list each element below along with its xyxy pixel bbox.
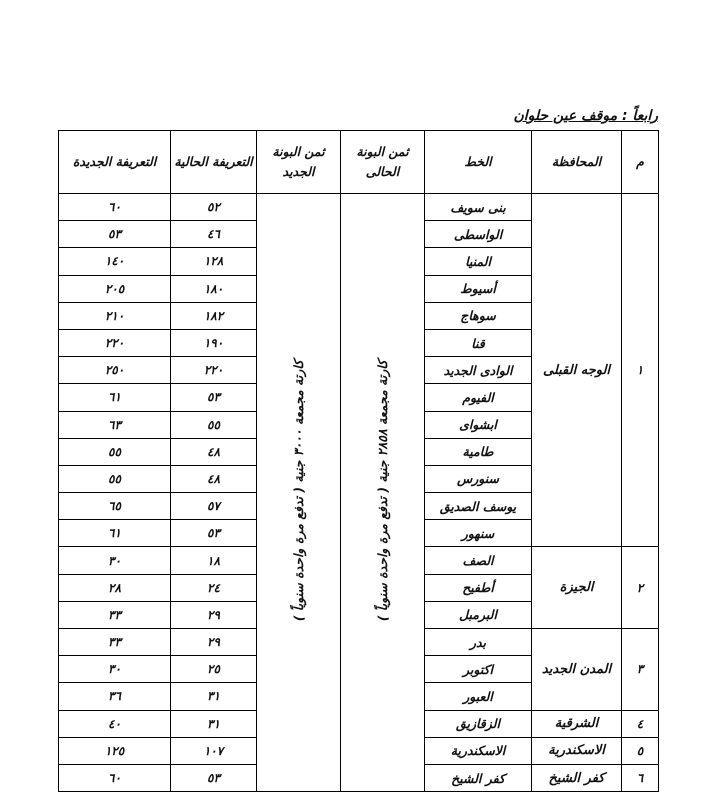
group-governorate: المدن الجديد: [532, 629, 622, 711]
line-cell: الواسطى: [425, 221, 532, 248]
line-cell: طامية: [425, 438, 532, 465]
line-cell: أطفيح: [425, 574, 532, 601]
current-fare-cell: ٥٢: [171, 194, 257, 221]
new-fare-cell: ٢٢٠: [59, 329, 171, 356]
header-new-pass: ثمن البونة الجديد: [257, 131, 341, 194]
current-fare-cell: ٢٢٠: [171, 357, 257, 384]
new-fare-cell: ٢٥٠: [59, 357, 171, 384]
new-fare-cell: ٣٣: [59, 629, 171, 656]
line-cell: بدر: [425, 629, 532, 656]
line-cell: أسيوط: [425, 275, 532, 302]
group-no: ٤: [622, 710, 659, 737]
line-cell: الفيوم: [425, 384, 532, 411]
current-fare-cell: ٣١: [171, 683, 257, 710]
header-governorate: المحافظة: [532, 131, 622, 194]
new-fare-cell: ٣٦: [59, 683, 171, 710]
current-fare-cell: ١٨٠: [171, 275, 257, 302]
group-governorate: الجيزة: [532, 547, 622, 629]
group-governorate: الاسكندرية: [532, 737, 622, 764]
line-cell: سنورس: [425, 465, 532, 492]
current-fare-cell: ٥٣: [171, 520, 257, 547]
current-fare-cell: ٥٧: [171, 493, 257, 520]
line-cell: سوهاج: [425, 302, 532, 329]
new-fare-cell: ٣٠: [59, 547, 171, 574]
group-no: ٣: [622, 629, 659, 711]
group-no: ٥: [622, 737, 659, 764]
header-current-pass: ثمن البونة الحالى: [341, 131, 425, 194]
new-pass-cell: [257, 194, 341, 792]
line-cell: قنا: [425, 329, 532, 356]
new-fare-cell: ٢١٠: [59, 302, 171, 329]
line-cell: الاسكندرية: [425, 737, 532, 764]
header-new-fare: التعريفة الجديدة: [59, 131, 171, 194]
current-fare-cell: ٢٥: [171, 656, 257, 683]
tariff-table: [58, 130, 659, 792]
group-governorate: الوجه القبلى: [532, 194, 622, 547]
group-no: ٦: [622, 764, 659, 791]
line-cell: العبور: [425, 683, 532, 710]
current-fare-cell: ٢٤: [171, 574, 257, 601]
group-governorate: الشرقية: [532, 710, 622, 737]
line-cell: الوادى الجديد: [425, 357, 532, 384]
header-no: م: [622, 131, 659, 194]
current-fare-cell: ٤٨: [171, 465, 257, 492]
current-fare-cell: ١٨٢: [171, 302, 257, 329]
line-cell: المنيا: [425, 248, 532, 275]
new-fare-cell: ٦٠: [59, 764, 171, 791]
new-pass-note: كارتة مجمعة ٣٠٠٠ جنية ( تدفع مرة واحدة سنوياً ): [291, 360, 306, 622]
group-no: ١: [622, 194, 659, 547]
current-fare-cell: ٤٦: [171, 221, 257, 248]
new-fare-cell: ٢٠٥: [59, 275, 171, 302]
line-cell: يوسف الصديق: [425, 493, 532, 520]
line-cell: ابشواى: [425, 411, 532, 438]
group-no: ٢: [622, 547, 659, 629]
current-fare-cell: ٣١: [171, 710, 257, 737]
header-row: [59, 131, 659, 194]
new-fare-cell: ٦٠: [59, 194, 171, 221]
current-fare-cell: ٢٩: [171, 601, 257, 628]
line-cell: الزقازيق: [425, 710, 532, 737]
new-fare-cell: ٥٥: [59, 465, 171, 492]
new-fare-cell: ٣٣: [59, 601, 171, 628]
header-line: الخط: [425, 131, 532, 194]
new-fare-cell: ١٢٥: [59, 737, 171, 764]
new-fare-cell: ٤٠: [59, 710, 171, 737]
line-cell: بنى سويف: [425, 194, 532, 221]
group-governorate: كفر الشيخ: [532, 764, 622, 791]
current-fare-cell: ٥٣: [171, 764, 257, 791]
line-cell: سنهور: [425, 520, 532, 547]
section-heading: رابعاً : موقف عين حلوان: [513, 108, 658, 124]
line-cell: كفر الشيخ: [425, 764, 532, 791]
new-fare-cell: ٦١: [59, 384, 171, 411]
new-fare-cell: ٣٠: [59, 656, 171, 683]
current-pass-cell: [341, 194, 425, 792]
new-fare-cell: ٢٨: [59, 574, 171, 601]
new-fare-cell: ١٤٠: [59, 248, 171, 275]
current-fare-cell: ٥٥: [171, 411, 257, 438]
new-fare-cell: ٦١: [59, 520, 171, 547]
table-row: [59, 194, 659, 221]
header-current-fare: التعريفة الحالية: [171, 131, 257, 194]
line-cell: البرمبل: [425, 601, 532, 628]
line-cell: اكتوبر: [425, 656, 532, 683]
current-fare-cell: ١٢٨: [171, 248, 257, 275]
new-fare-cell: ٥٥: [59, 438, 171, 465]
current-fare-cell: ١٩٠: [171, 329, 257, 356]
current-fare-cell: ١٠٧: [171, 737, 257, 764]
current-fare-cell: ٥٣: [171, 384, 257, 411]
line-cell: الصف: [425, 547, 532, 574]
new-fare-cell: ٦٥: [59, 493, 171, 520]
current-pass-note: كارتة مجمعة ٢٨٥٨ جنية ( تدفع مرة واحدة سنوياً ): [375, 360, 390, 622]
new-fare-cell: ٦٣: [59, 411, 171, 438]
current-fare-cell: ٤٨: [171, 438, 257, 465]
current-fare-cell: ٢٩: [171, 629, 257, 656]
new-fare-cell: ٥٣: [59, 221, 171, 248]
current-fare-cell: ١٨: [171, 547, 257, 574]
